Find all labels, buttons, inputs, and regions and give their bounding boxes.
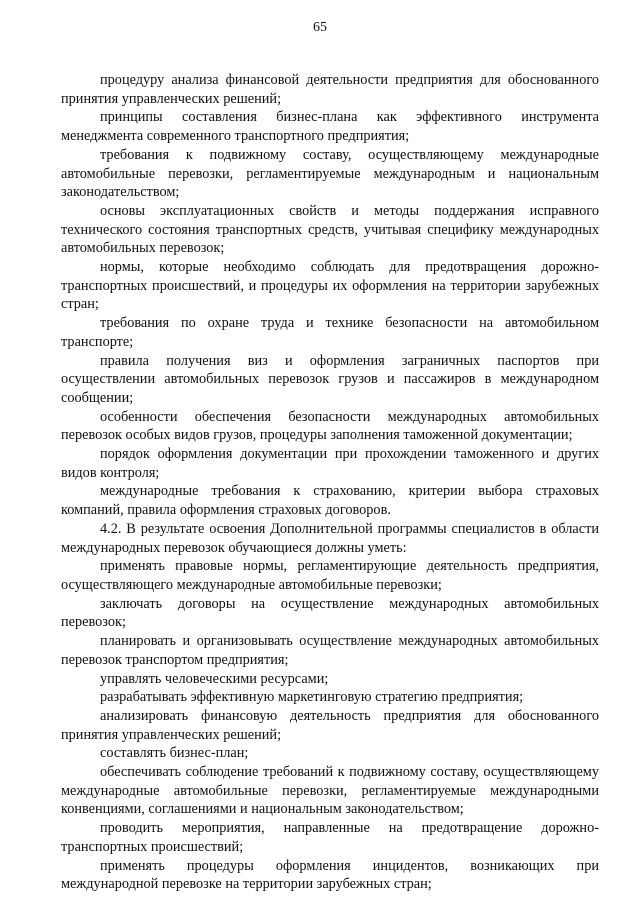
- body-text: [61, 71, 599, 894]
- paragraph: требования к подвижному составу, осуществляющему международные автомобильные перевозки, регламентируемые международным и национальным законодательством;: [61, 146, 599, 201]
- paragraph: применять правовые нормы, регламентирующие деятельность предприятия, осуществляющего международные автомобильные перевозки;: [61, 558, 599, 593]
- paragraph: правила получения виз и оформления заграничных паспортов при осуществлении автомобильных перевозок грузов и пассажиров в международном сообщении;: [61, 352, 599, 406]
- paragraph: процедуру анализа финансовой деятельности предприятия для обоснованного принятия управленческих решений;: [61, 72, 599, 107]
- paragraph: составлять бизнес-план;: [100, 745, 249, 762]
- paragraph: анализировать финансовую деятельность предприятия для обоснованного принятия управленческих решений;: [61, 707, 599, 743]
- paragraph: нормы, которые необходимо соблюдать для предотвращения дорожно-транспортных происшествий, и процедуры их оформления на территории зарубежных стран;: [61, 259, 599, 313]
- paragraph: основы эксплуатационных свойств и методы поддержания исправного технического состояния транспортных средств, учитывая специфику международных автомобильных перевозок;: [61, 202, 599, 257]
- paragraph: принципы составления бизнес-плана как эффективного инструмента менеджмента современного транспортного предприятия;: [61, 109, 599, 145]
- paragraph: применять процедуры оформления инцидентов, возникающих при международной перевозке на территории зарубежных стран;: [61, 857, 599, 893]
- page-number: 65: [313, 20, 327, 35]
- paragraph: управлять человеческими ресурсами;: [100, 670, 329, 687]
- paragraph: порядок оформления документации при прохождении таможенного и других видов контроля;: [61, 446, 599, 481]
- paragraph: особенности обеспечения безопасности международных автомобильных перевозок особых видов грузов, процедуры заполнения таможенной документации;: [61, 408, 599, 444]
- paragraph: заключать договоры на осуществление международных автомобильных перевозок;: [61, 595, 599, 631]
- paragraph: проводить мероприятия, направленные на предотвращение дорожно-транспортных происшествий;: [61, 820, 599, 855]
- paragraph: требования по охране труда и технике безопасности на автомобильном транспорте;: [61, 315, 599, 350]
- paragraph: международные требования к страхованию, критерии выбора страховых компаний, правила оформления страховых договоров.: [61, 483, 599, 519]
- paragraph: обеспечивать соблюдение требований к подвижному составу, осуществляющему международные автомобильные перевозки, регламентируемые международными конвенциями, соглашениями и национальным законодательством;: [61, 764, 599, 818]
- paragraph: разрабатывать эффективную маркетинговую стратегию предприятия;: [100, 689, 524, 706]
- paragraph: 4.2. В результате освоения Дополнительной программы специалистов в области международных перевозок обучающиеся должны уметь:: [61, 520, 599, 556]
- paragraph: планировать и организовывать осуществление международных автомобильных перевозок транспортом предприятия;: [61, 633, 599, 668]
